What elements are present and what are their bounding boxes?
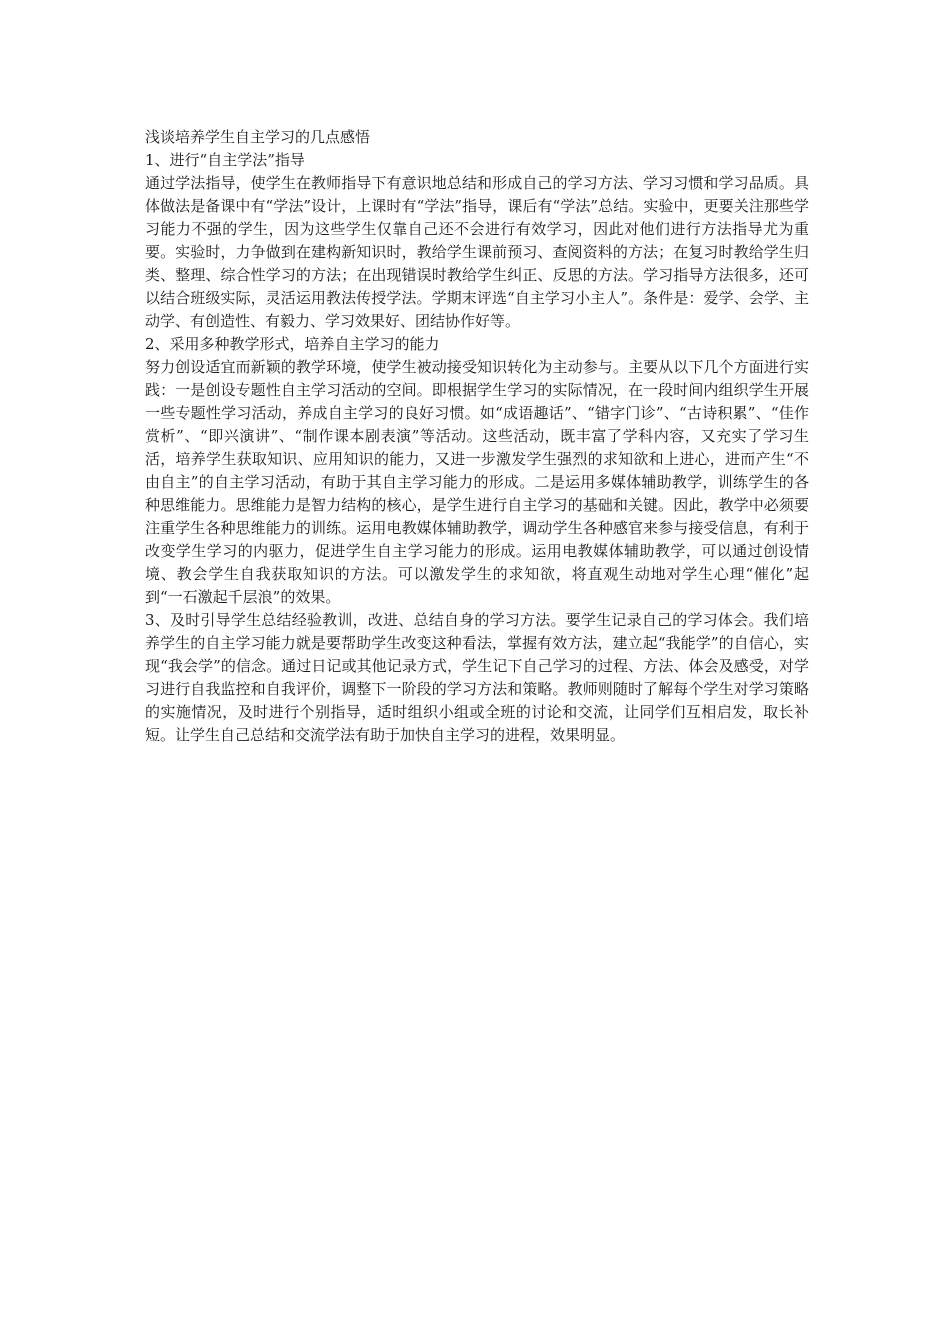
section-paragraph-1: 通过学法指导，使学生在教师指导下有意识地总结和形成自己的学习方法、学习习惯和学习品质。具体做法是备课中有“学法”设计，上课时有“学法”指导，课后有“学法”总结。实验中，更要关注那些学习能力不强的学生，因为这些学生仅靠自己还不会进行有效学习，因此对他们进行方法指导尤为重要。实验时，力争做到在建构新知识时，教给学生课前预习、查阅资料的方法；在复习时教给学生归类、整理、综合性学习的方法；在出现错误时教给学生纠正、反思的方法。学习指导方法很多，还可以结合班级实际，灵活运用教法传授学法。学期末评选“自主学习小主人”。条件是：爱学、会学、主动学、有创造性、有毅力、学习效果好、团结协作好等。 xyxy=(145,174,809,330)
document-body xyxy=(145,126,809,747)
document-title: 浅谈培养学生自主学习的几点感悟 xyxy=(145,128,371,146)
section-heading-1: 1、进行“自主学法”指导 xyxy=(145,151,305,169)
section-paragraph-2: 努力创设适宜而新颖的教学环境，使学生被动接受知识转化为主动参与。主要从以下几个方面进行实践：一是创设专题性自主学习活动的空间。即根据学生学习的实际情况，在一段时间内组织学生开展一些专题性学习活动，养成自主学习的良好习惯。如“成语趣话”、“错字门诊”、“古诗积累”、“佳作赏析”、“即兴演讲”、“制作课本剧表演”等活动。这些活动，既丰富了学科内容，又充实了学习生活，培养学生获取知识、应用知识的能力，又进一步激发学生强烈的求知欲和上进心，进而产生“不由自主”的自主学习活动，有助于其自主学习能力的形成。二是运用多媒体辅助教学，训练学生的各种思维能力。思维能力是智力结构的核心，是学生进行自主学习的基础和关键。因此，教学中必须要注重学生各种思维能力的训练。运用电教媒体辅助教学，调动学生各种感官来参与接受信息，有利于改变学生学习的内驱力，促进学生自主学习能力的形成。运用电教媒体辅助教学，可以通过创设情境、教会学生自我获取知识的方法。可以激发学生的求知欲，将直观生动地对学生心理“催化”起到“一石激起千层浪”的效果。 xyxy=(145,358,809,606)
section-heading-2: 2、采用多种教学形式，培养自主学习的能力 xyxy=(145,335,440,353)
section-paragraph-3: 3、及时引导学生总结经验教训，改进、总结自身的学习方法。要学生记录自己的学习体会。我们培养学生的自主学习能力就是要帮助学生改变这种看法，掌握有效方法，建立起“我能学”的自信心，实现“我会学”的信念。通过日记或其他记录方式，学生记下自己学习的过程、方法、体会及感受，对学习进行自我监控和自我评价，调整下一阶段的学习方法和策略。教师则随时了解每个学生对学习策略的实施情况，及时进行个别指导，适时组织小组或全班的讨论和交流，让同学们互相启发，取长补短。让学生自己总结和交流学法有助于加快自主学习的进程，效果明显。 xyxy=(145,611,809,744)
